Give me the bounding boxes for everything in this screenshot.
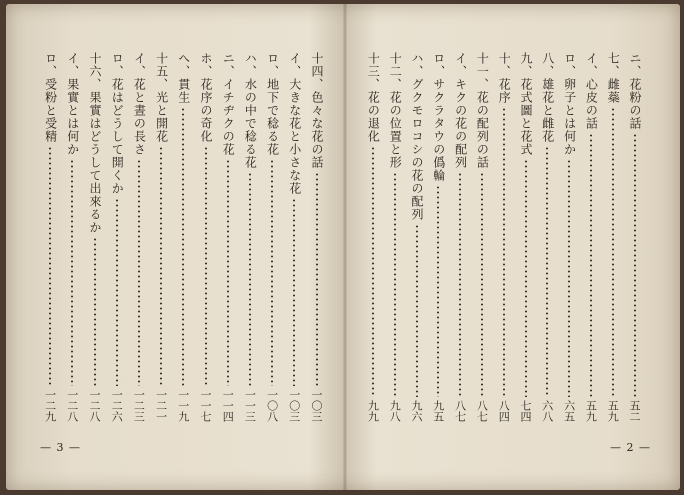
toc-entry-title: ロ、卵子とは何か [562, 52, 577, 156]
toc-entry-page: 六八 [540, 400, 554, 422]
left-page-number: — 3 — [40, 441, 81, 454]
toc-entry [197, 52, 214, 422]
dot-leader [437, 185, 439, 397]
dot-leader [293, 198, 295, 386]
dot-leader [227, 159, 229, 386]
dot-leader [49, 146, 51, 386]
dot-leader [205, 146, 207, 386]
toc-entry-title: ホ、花序の奇化 [199, 52, 213, 143]
toc-entry-page: 六五 [562, 400, 576, 422]
toc-entry [517, 52, 534, 422]
dot-leader [459, 172, 461, 397]
toc-entry [539, 52, 556, 422]
dot-leader [372, 146, 374, 397]
toc-entry-title: ロ、受粉と受精 [43, 52, 58, 143]
toc-entry-title: ニ、花粉の話 [628, 52, 642, 130]
toc-entry-page: 八四 [497, 400, 511, 422]
dot-leader [71, 159, 73, 386]
dot-leader [503, 107, 505, 397]
toc-entry [364, 52, 381, 422]
book-spread [6, 4, 680, 490]
toc-entry-page: 五九 [584, 400, 598, 422]
toc-entry-page: 九六 [410, 400, 423, 422]
toc-entry-page: 一〇三 [310, 389, 323, 422]
toc-entry-title: ニ、イチヂクの花 [221, 52, 236, 156]
dot-leader [94, 237, 96, 386]
toc-entry-title: ロ、花はどうして開くか [110, 52, 125, 195]
toc-entry [108, 52, 125, 422]
toc-entry-title: 九、花式圖と花式 [519, 52, 533, 156]
left-toc-entries [6, 52, 343, 422]
toc-entry-title: 十、花序 [497, 52, 512, 104]
toc-entry-page: 九五 [431, 400, 445, 422]
dot-leader [546, 146, 548, 397]
toc-entry-title: へ、貫生 [176, 52, 191, 104]
toc-entry [604, 52, 621, 422]
dot-leader [525, 159, 527, 397]
toc-entry-page: 一一九 [176, 389, 190, 422]
toc-entry [86, 52, 103, 422]
toc-entry [452, 52, 469, 422]
toc-entry-title: イ、大きな花と小さな花 [287, 52, 302, 195]
toc-entry-page: 一一三 [243, 389, 257, 422]
toc-entry [626, 52, 643, 422]
toc-entry [430, 52, 447, 422]
toc-entry-title: ロ、地下で稔る花 [265, 52, 280, 156]
dot-leader [481, 172, 483, 397]
dot-leader [138, 159, 140, 386]
toc-entry-page: 一〇三 [287, 389, 301, 422]
toc-entry-page: 九八 [388, 400, 402, 422]
toc-entry-title: イ、花と晝の長さ [132, 52, 147, 156]
toc-entry [42, 52, 59, 422]
toc-entry-title: 十四、色々な花の話 [310, 52, 324, 169]
toc-entry-title: 十二、花の位置と形 [388, 52, 403, 169]
toc-entry-title: ハ、水の中で稔る花 [243, 52, 258, 169]
toc-entry-page: 八七 [453, 400, 467, 422]
toc-entry [495, 52, 512, 422]
toc-entry-page: 一〇八 [265, 389, 279, 422]
toc-entry [582, 52, 599, 422]
toc-entry-title: イ、キクの花の配列 [453, 52, 468, 169]
toc-entry-title: イ、果實とは何か [65, 52, 80, 156]
toc-entry-page: 五九 [606, 400, 620, 422]
toc-entry-page: 一一四 [221, 389, 235, 422]
dot-leader [590, 133, 592, 397]
left-page [6, 4, 343, 490]
toc-entry-page: 一二八 [88, 389, 101, 422]
dot-leader [182, 107, 184, 386]
dot-leader [416, 224, 418, 397]
toc-entry [561, 52, 578, 422]
dot-leader [160, 146, 162, 386]
toc-entry-page: 一一七 [199, 389, 212, 422]
right-toc-entries [347, 52, 680, 422]
toc-entry-title: 十五、光と開花 [154, 52, 169, 143]
dot-leader [271, 159, 273, 386]
toc-entry-title: ロ、サクラタウの僞輪 [431, 52, 446, 182]
toc-entry [264, 52, 281, 422]
toc-entry-page: 八七 [475, 400, 489, 422]
right-page [347, 4, 680, 490]
toc-entry-title: ハ、グクモロコシの花の配列 [410, 52, 424, 221]
toc-entry-page: 一二一 [154, 389, 168, 422]
toc-entry-page: 五二 [628, 400, 641, 422]
toc-entry [175, 52, 192, 422]
toc-entry-page: 一二三 [132, 389, 146, 422]
toc-entry-page: 七四 [519, 400, 532, 422]
toc-entry [473, 52, 490, 422]
toc-entry-title: 八、雄花と雌花 [540, 52, 555, 143]
toc-entry [386, 52, 403, 422]
dot-leader [568, 159, 570, 397]
right-page-number: — 2 — [610, 441, 651, 454]
toc-entry-page: 一二八 [65, 389, 79, 422]
toc-entry-title: 十三、花の退化 [366, 52, 381, 143]
toc-entry [308, 52, 325, 422]
toc-entry [408, 52, 425, 422]
dot-leader [116, 198, 118, 386]
toc-entry [241, 52, 258, 422]
toc-entry-page: 九九 [366, 400, 380, 422]
toc-entry-title: 十六、果實はどうして出來るか [88, 52, 102, 234]
dot-leader [249, 172, 251, 386]
dot-leader [394, 172, 396, 397]
dot-leader [316, 172, 318, 386]
toc-entry-page: 一二六 [110, 389, 124, 422]
dot-leader [634, 133, 636, 397]
toc-entry-title: 七、雌蘂 [606, 52, 621, 104]
dot-leader [612, 107, 614, 397]
toc-entry [286, 52, 303, 422]
toc-entry-page: 一二九 [43, 389, 57, 422]
toc-entry-title: イ、心皮の話 [584, 52, 599, 130]
toc-entry-title: 十一、花の配列の話 [475, 52, 490, 169]
toc-entry [64, 52, 81, 422]
toc-entry [130, 52, 147, 422]
toc-entry [153, 52, 170, 422]
toc-entry [219, 52, 236, 422]
